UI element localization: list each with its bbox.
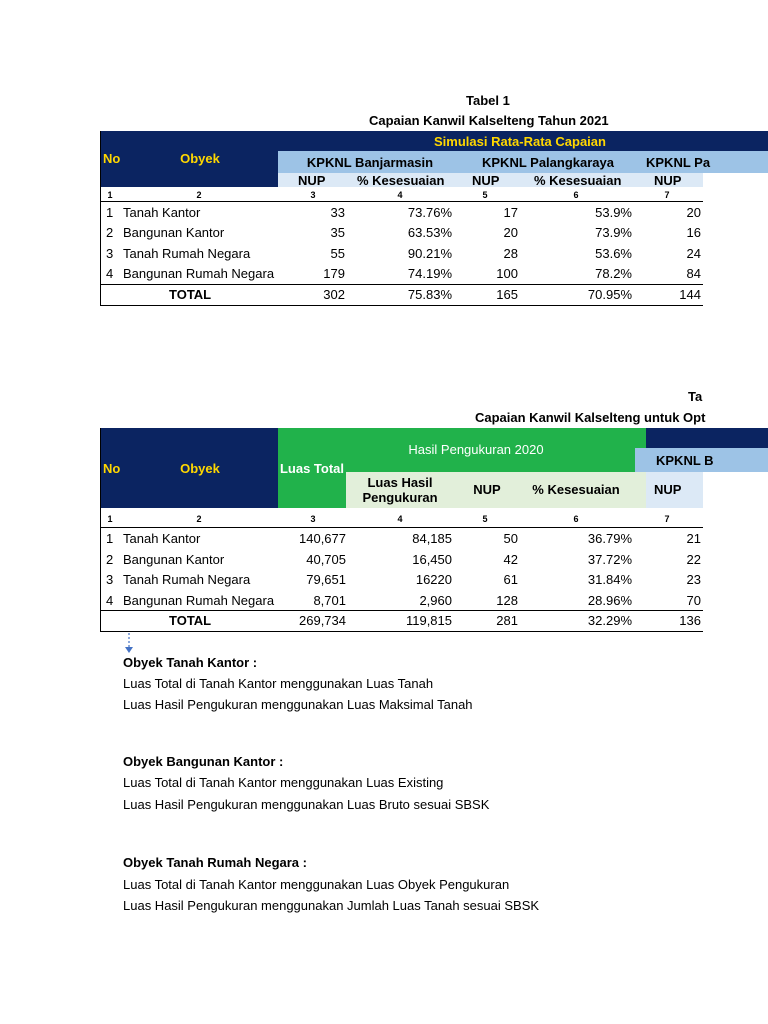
t2-total-hasil: 119,815 [405,613,452,628]
t1-colnum: 6 [573,190,579,200]
t1-cell-nup1: 35 [330,225,345,240]
note-line: Luas Total di Tanah Kantor menggunakan Luas Obyek Pengukuran [123,877,510,892]
t1-sub-nup1: NUP [298,172,326,188]
t1-header-no: No [103,150,121,166]
t2-cell-obyek: Tanah Kantor [123,531,201,546]
t2-header-obyek: Obyek [180,460,220,476]
t1-cell-pct1: 63.53% [407,225,452,240]
note-heading: Obyek Bangunan Kantor : [123,754,284,769]
t1-cell-pct1: 90.21% [407,246,452,261]
t1-cell-pct2: 53.6% [595,246,632,261]
t2-header-no: No [103,460,121,476]
t2-cell-pct: 37.72% [587,552,632,567]
t2-cell-no: 1 [106,531,114,546]
t2-colnum: 1 [107,514,113,524]
t2-colnum: 4 [397,514,403,524]
dashed-arrow-icon [123,633,135,655]
t1-cell-pct2: 53.9% [595,205,632,220]
table1-label: Tabel 1 [466,93,510,108]
table1-title: Capaian Kanwil Kalselteng Tahun 2021 [369,113,609,128]
t2-cell-pct: 36.79% [587,531,632,546]
t1-sub-pct2: % Kesesuaian [534,172,622,188]
t1-cell-no: 4 [106,266,114,281]
t1-cell-nup2: 100 [496,266,518,281]
t1-group-banjarmasin: KPKNL Banjarmasin [306,154,434,170]
t2-total-pct: 32.29% [587,613,632,628]
t2-colnum: 6 [573,514,579,524]
t2-header-kpknl: KPKNL B [656,452,714,468]
t1-group-palangkaraya: KPKNL Palangkaraya [482,154,614,170]
t2-colnum: 2 [196,514,202,524]
t2-cell-hasil: 16220 [415,572,452,587]
t1-header-simulasi: Simulasi Rata-Rata Capaian [434,133,606,149]
t2-cell-hasil: 16,450 [412,552,452,567]
t2-cell-luas: 8,701 [313,593,346,608]
t1-cell-nup2: 28 [503,246,518,261]
t1-cell-obyek: Tanah Kantor [123,205,201,220]
t2-right-navy [646,428,768,448]
t1-sub-nup3: NUP [654,172,682,188]
t2-colnum: 3 [310,514,316,524]
t2-total-luas: 269,734 [299,613,346,628]
t2-header-hasil: Hasil Pengukuran 2020 [408,441,544,457]
t1-cell-nup1: 55 [330,246,345,261]
t1-total-nup1: 302 [323,287,345,302]
t1-cell-no: 1 [106,205,114,220]
t1-cell-obyek: Tanah Rumah Negara [123,246,251,261]
t2-cell-no: 4 [106,593,114,608]
t2-cell-nup: 50 [503,531,518,546]
t2-cell-luas: 79,651 [306,572,346,587]
t2-cell-pct: 28.96% [587,593,632,608]
t2-cell-no: 2 [106,552,114,567]
t1-total-nup3: 144 [679,287,701,302]
t2-total-label: TOTAL [169,613,212,628]
t1-cell-pct1: 73.76% [407,205,452,220]
t2-colnum: 5 [482,514,488,524]
t1-colnum: 3 [310,190,316,200]
note-heading: Obyek Tanah Rumah Negara : [123,855,307,870]
t2-colnum: 7 [664,514,670,524]
t1-cell-nup3: 20 [686,205,701,220]
t1-cell-nup2: 17 [503,205,518,220]
t1-cell-obyek: Bangunan Rumah Negara [123,266,275,281]
t2-cell-pct: 31.84% [587,572,632,587]
t2-cell-obyek: Tanah Rumah Negara [123,572,251,587]
note-line: Luas Hasil Pengukuran menggunakan Luas Maksimal Tanah [123,697,473,712]
t1-colnum: 2 [196,190,202,200]
t1-total-nup2: 165 [496,287,518,302]
t2-cell-nup: 128 [496,593,518,608]
t1-cell-nup3: 24 [686,246,701,261]
t1-sub-nup2: NUP [472,172,500,188]
t1-group-pa: KPKNL Pa [646,154,711,170]
t2-cell-hasil: 2,960 [419,593,452,608]
t2-cell-nup2: 21 [686,531,701,546]
t2-cell-luas: 40,705 [306,552,346,567]
t1-cell-no: 3 [106,246,114,261]
note-heading: Obyek Tanah Kantor : [123,655,258,670]
t2-header-nup: NUP [473,481,501,497]
t2-cell-nup: 42 [503,552,518,567]
t2-header-nup2: NUP [654,481,682,497]
t2-total-nup: 281 [496,613,518,628]
t1-total-pct2: 70.95% [587,287,632,302]
t1-cell-pct2: 78.2% [595,266,632,281]
t1-cell-nup2: 20 [503,225,518,240]
t2-cell-luas: 140,677 [299,531,346,546]
t1-colnum: 1 [107,190,113,200]
t2-cell-nup2: 70 [686,593,701,608]
note-line: Luas Hasil Pengukuran menggunakan Jumlah Luas Tanah sesuai SBSK [123,898,540,913]
t2-header-luas-hasil: Luas Hasil Pengukuran [362,475,438,505]
note-line: Luas Total di Tanah Kantor menggunakan Luas Existing [123,775,444,790]
t2-cell-nup2: 23 [686,572,701,587]
t1-total-label: TOTAL [169,287,212,302]
t1-colnum: 7 [664,190,670,200]
note-line: Luas Total di Tanah Kantor menggunakan Luas Tanah [123,676,434,691]
t2-cell-nup: 61 [503,572,518,587]
t1-cell-nup1: 33 [330,205,345,220]
t1-colnum: 4 [397,190,403,200]
t2-header-kesesuaian: % Kesesuaian [532,481,620,497]
t1-cell-nup1: 179 [323,266,345,281]
t2-cell-obyek: Bangunan Kantor [123,552,225,567]
t1-total-pct1: 75.83% [407,287,452,302]
t1-cell-pct2: 73.9% [595,225,632,240]
t1-cell-obyek: Bangunan Kantor [123,225,225,240]
table2-label: Ta [688,389,703,404]
t1-header-obyek: Obyek [180,150,220,166]
t1-cell-nup3: 84 [686,266,701,281]
t2-total-nup2: 136 [679,613,701,628]
table2-title: Capaian Kanwil Kalselteng untuk Opt [475,410,706,425]
t1-cell-no: 2 [106,225,114,240]
t1-sub-pct1: % Kesesuaian [357,172,445,188]
t2-cell-hasil: 84,185 [412,531,452,546]
t2-cell-obyek: Bangunan Rumah Negara [123,593,275,608]
t1-cell-pct1: 74.19% [407,266,452,281]
t1-colnum: 5 [482,190,488,200]
t1-cell-nup3: 16 [686,225,701,240]
t2-cell-nup2: 22 [686,552,701,567]
note-line: Luas Hasil Pengukuran menggunakan Luas Bruto sesuai SBSK [123,797,490,812]
t2-header-luas-total: Luas Total [279,460,345,476]
t2-cell-no: 3 [106,572,114,587]
